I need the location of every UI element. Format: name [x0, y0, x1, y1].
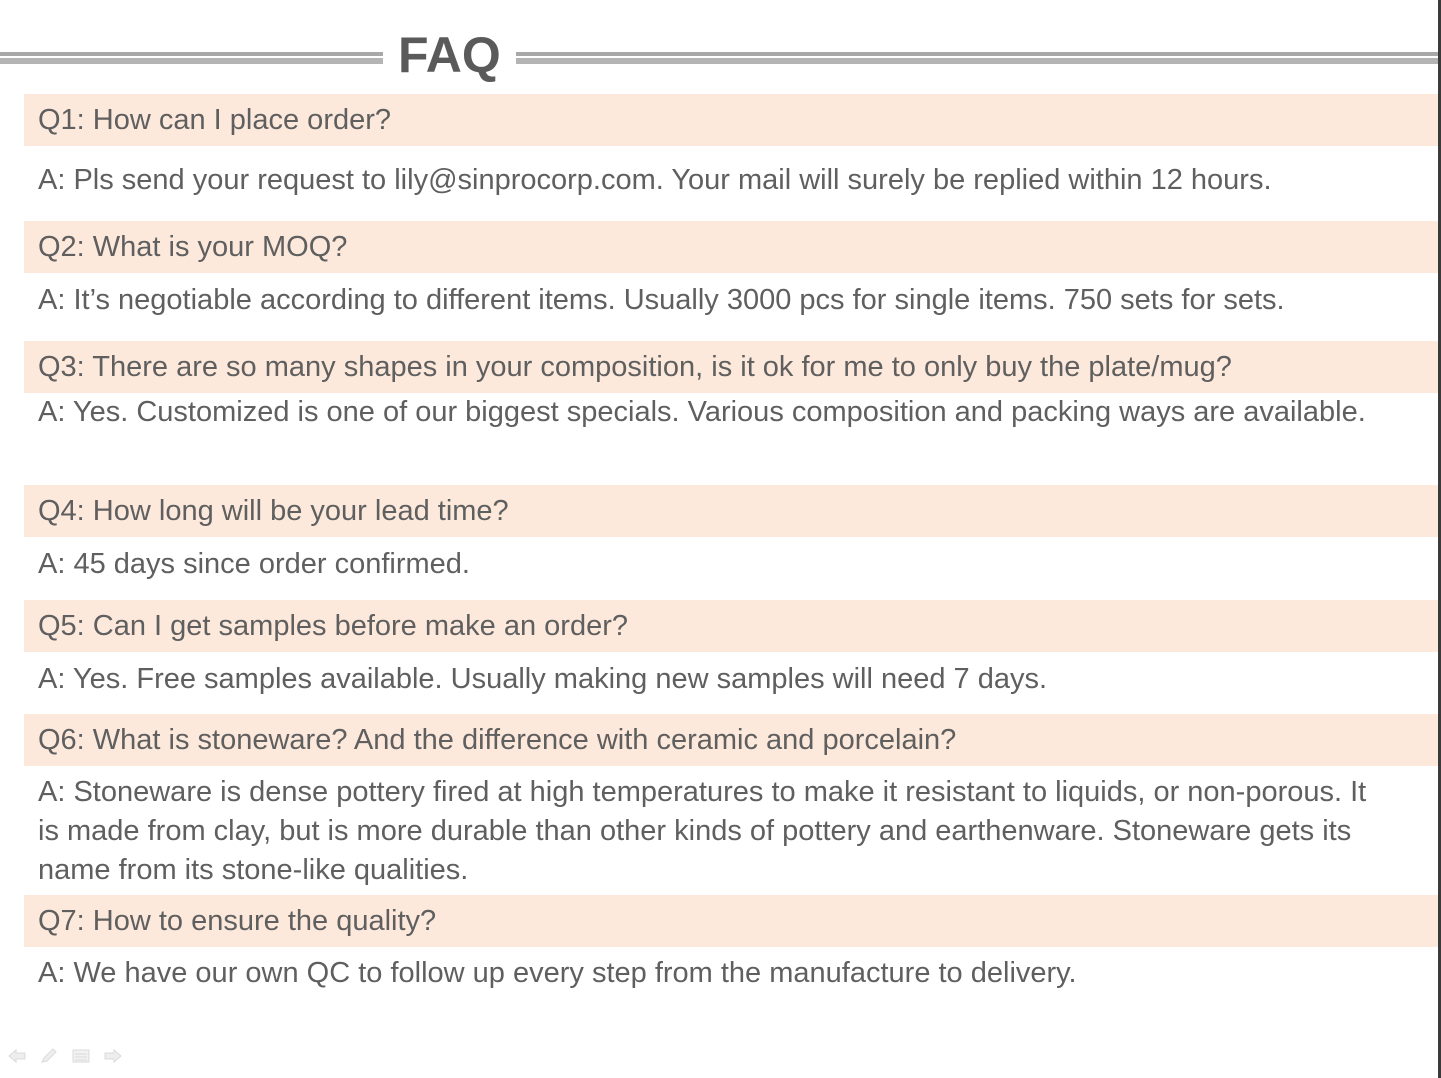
title-rule-left	[0, 50, 383, 64]
faq-answer-5: A: Yes. Free samples available. Usually making new samples will need 7 days.	[38, 663, 1048, 695]
faq-question-7: Q7: How to ensure the quality?	[24, 895, 1438, 947]
faq-question-5: Q5: Can I get samples before make an order?	[24, 600, 1438, 652]
menu-icon[interactable]	[72, 1048, 90, 1064]
faq-question-3: Q3: There are so many shapes in your composition, is it ok for me to only buy the plate/mug?	[24, 341, 1438, 393]
faq-answer-3: A: Yes. Customized is one of our biggest specials. Various composition and packing ways are available.	[38, 396, 1366, 428]
faq-answer-6: A: Stoneware is dense pottery fired at high temperatures to make it resistant to liquids, or non-porous. It is made from clay, but is more durable than other kinds of pottery and earthenware. Stoneware gets its name from its stone-like qualities.	[38, 776, 1367, 886]
arrow-left-icon[interactable]	[8, 1048, 26, 1064]
faq-question-4: Q4: How long will be your lead time?	[24, 485, 1438, 537]
faq-answer-4: A: 45 days since order confirmed.	[38, 548, 470, 580]
pen-icon[interactable]	[40, 1048, 58, 1064]
slide-controls	[8, 1048, 122, 1064]
faq-answer-1: A: Pls send your request to lily@sinprocorp.com. Your mail will surely be replied within 12 hours.	[38, 164, 1272, 196]
page-title: FAQ	[398, 27, 501, 83]
faq-question-6: Q6: What is stoneware? And the difference with ceramic and porcelain?	[24, 714, 1438, 766]
faq-question-2: Q2: What is your MOQ?	[24, 221, 1438, 273]
faq-question-1: Q1: How can I place order?	[24, 94, 1438, 146]
title-rule-right	[516, 50, 1438, 64]
faq-answer-7: A: We have our own QC to follow up every step from the manufacture to delivery.	[38, 957, 1077, 989]
faq-answer-2: A: It’s negotiable according to different items. Usually 3000 pcs for single items. 750 sets for sets.	[38, 284, 1285, 316]
arrow-right-icon[interactable]	[104, 1048, 122, 1064]
